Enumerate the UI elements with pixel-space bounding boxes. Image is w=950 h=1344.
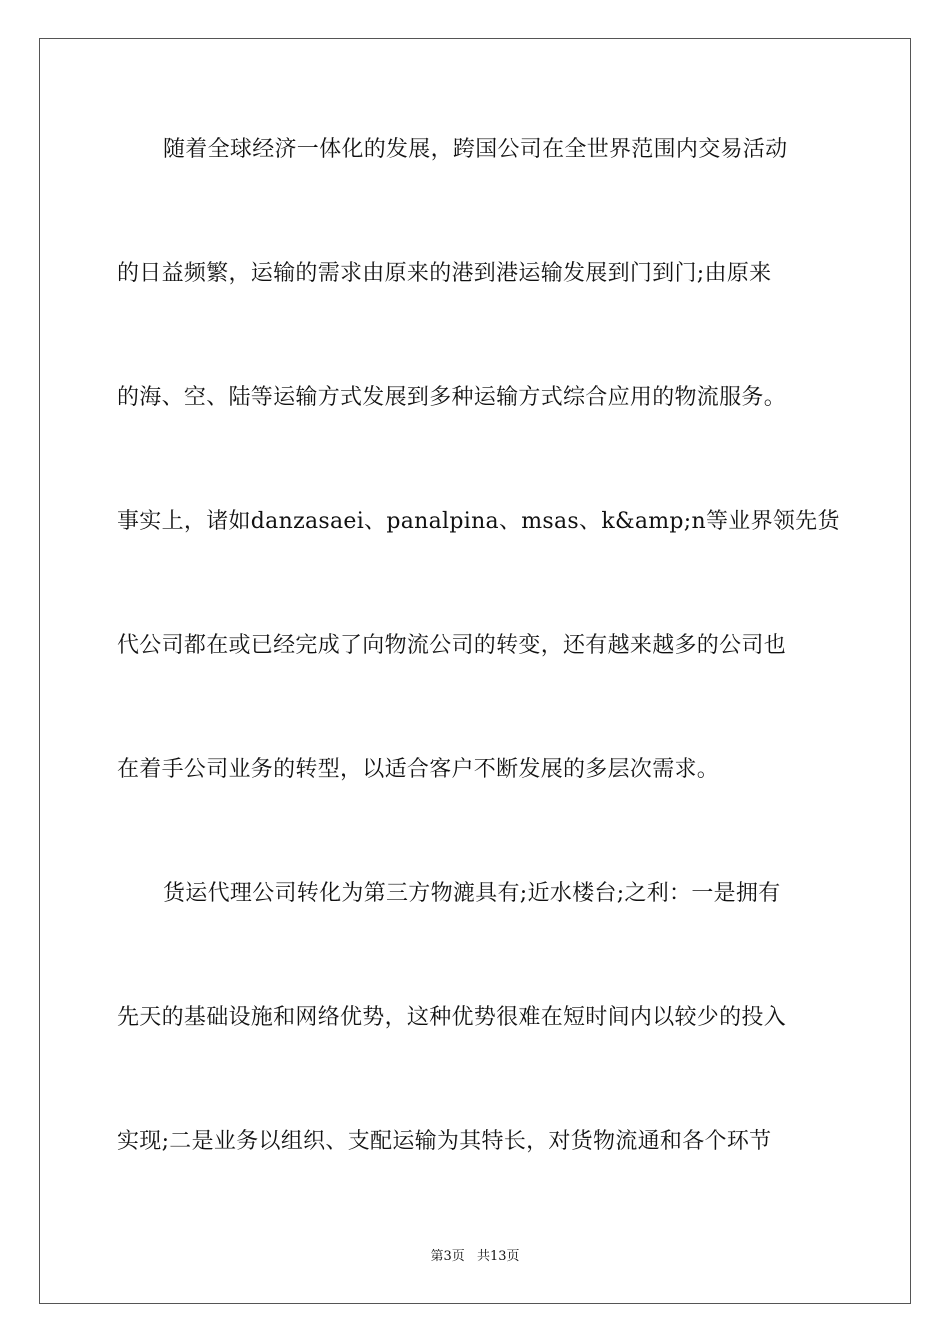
page-number-total: 共13页: [476, 1249, 520, 1264]
paragraph-2-line-3: 实现;二是业务以组织、支配运输为其特长，对货物流通和各个环节: [117, 1129, 772, 1154]
paragraph-1-line-5: 代公司都在或已经完成了向物流公司的转变，还有越来越多的公司也: [117, 633, 787, 658]
paragraph-1-line-4: 事实上，诸如danzasaei、panalpina、msas、k&amp;n等业界领先货: [117, 509, 840, 534]
page-border: [39, 38, 911, 1304]
page-footer: [0, 1248, 950, 1266]
paragraph-1-line-2: 的日益频繁，运输的需求由原来的港到港运输发展到门到门;由原来: [117, 261, 772, 286]
paragraph-1-line-6: 在着手公司业务的转型，以适合客户不断发展的多层次需求。: [117, 757, 720, 782]
page-number-current: 第3页: [430, 1249, 465, 1264]
paragraph-2-line-2: 先天的基础设施和网络优势，这种优势很难在短时间内以较少的投入: [117, 1005, 787, 1030]
paragraph-1-line-3: 的海、空、陆等运输方式发展到多种运输方式综合应用的物流服务。: [117, 385, 787, 410]
paragraph-1-line-1: 随着全球经济一体化的发展，跨国公司在全世界范围内交易活动: [163, 137, 788, 162]
paragraph-2-line-1: 货运代理公司转化为第三方物漉具有;近水楼台;之利：一是拥有: [163, 881, 781, 906]
